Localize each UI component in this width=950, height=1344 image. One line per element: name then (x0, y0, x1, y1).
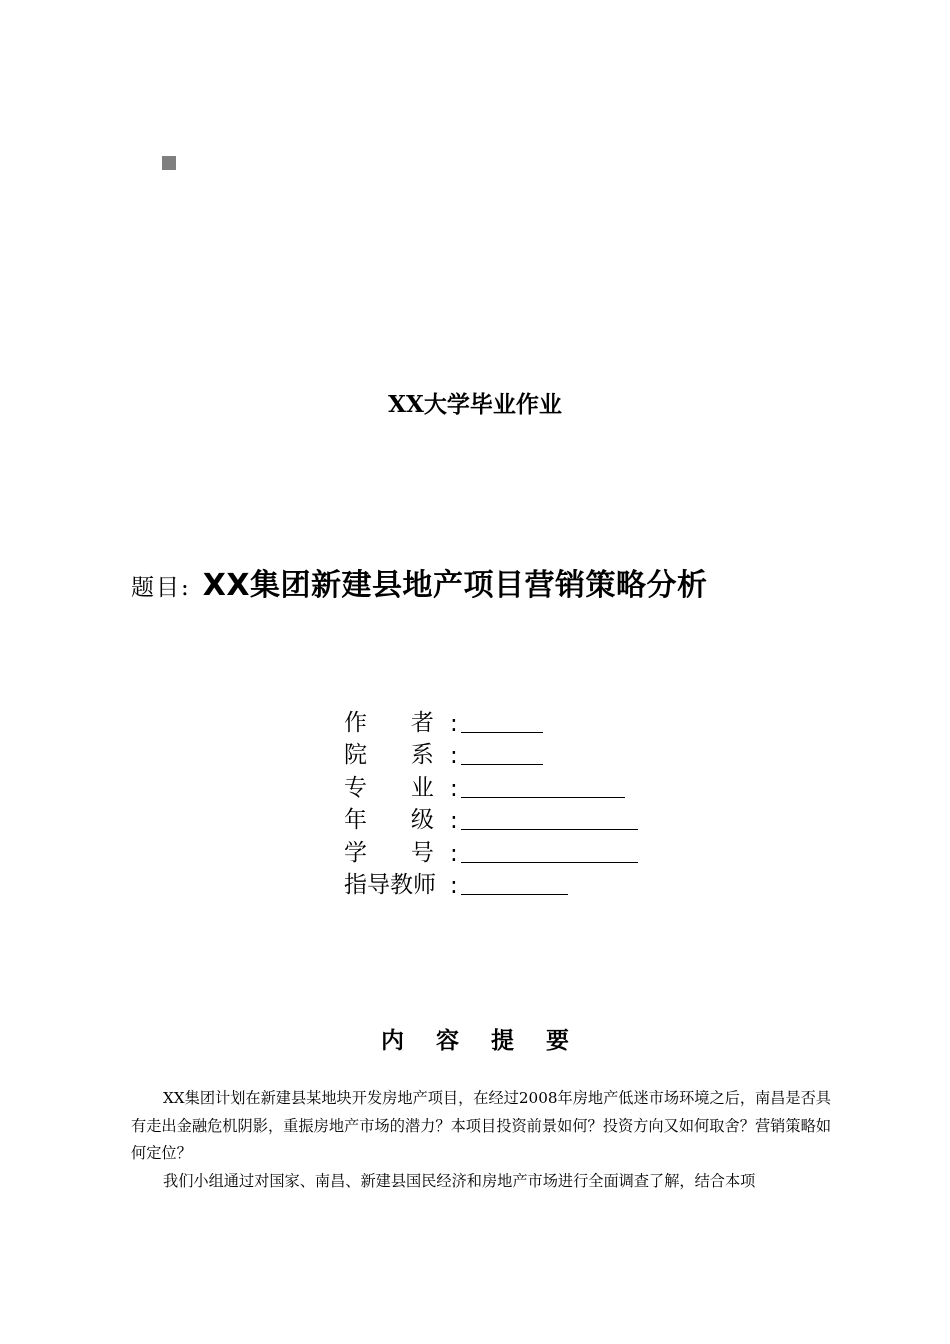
info-label-grade: 年 级 (344, 807, 434, 833)
topic-label: 题目: (131, 575, 191, 601)
advisor-blank-line[interactable] (461, 872, 568, 895)
info-colon: : (450, 743, 458, 769)
info-colon: : (450, 808, 458, 834)
major-blank-line[interactable] (461, 775, 625, 798)
info-label-advisor: 指导教师 (344, 872, 436, 898)
info-row-major (344, 769, 638, 802)
info-colon: : (450, 840, 458, 867)
university-title: XX大学毕业作业 (388, 391, 562, 418)
student-id-blank-line[interactable] (461, 840, 638, 863)
info-colon: : (450, 873, 458, 899)
info-row-grade (344, 802, 638, 835)
info-row-department (344, 737, 638, 770)
info-colon: : (450, 710, 458, 737)
info-label-major: 专 业 (344, 774, 434, 801)
summary-body (131, 1085, 831, 1195)
info-label-student-id: 学 号 (344, 839, 434, 866)
info-row-student-id (344, 834, 638, 867)
info-row-advisor (344, 867, 638, 900)
grade-blank-line[interactable] (461, 807, 638, 830)
topic-title: XX集团新建县地产项目营销策略分析 (202, 568, 708, 603)
department-blank-line[interactable] (461, 742, 543, 765)
author-info-block (344, 704, 638, 899)
info-label-author: 作 者 (344, 709, 434, 736)
topic-row (131, 560, 708, 604)
info-label-department: 院 系 (344, 742, 434, 768)
author-blank-line[interactable] (461, 710, 543, 733)
info-row-author (344, 704, 638, 737)
summary-heading: 内 容 提 要 (380, 1028, 570, 1054)
summary-paragraph: XX集团计划在新建县某地块开发房地产项目，在经过2008年房地产低迷市场环境之后，南昌是否具有走出金融危机阴影，重振房地产市场的潜力？本项目投资前景如何？投资方向又如何取舍？营销策略如何定位？ (131, 1089, 831, 1162)
summary-paragraph: 我们小组通过对国家、南昌、新建县国民经济和房地产市场进行全面调查了解，结合本项 (163, 1171, 756, 1190)
bullet-square-icon (162, 156, 176, 170)
info-colon: : (450, 775, 458, 802)
